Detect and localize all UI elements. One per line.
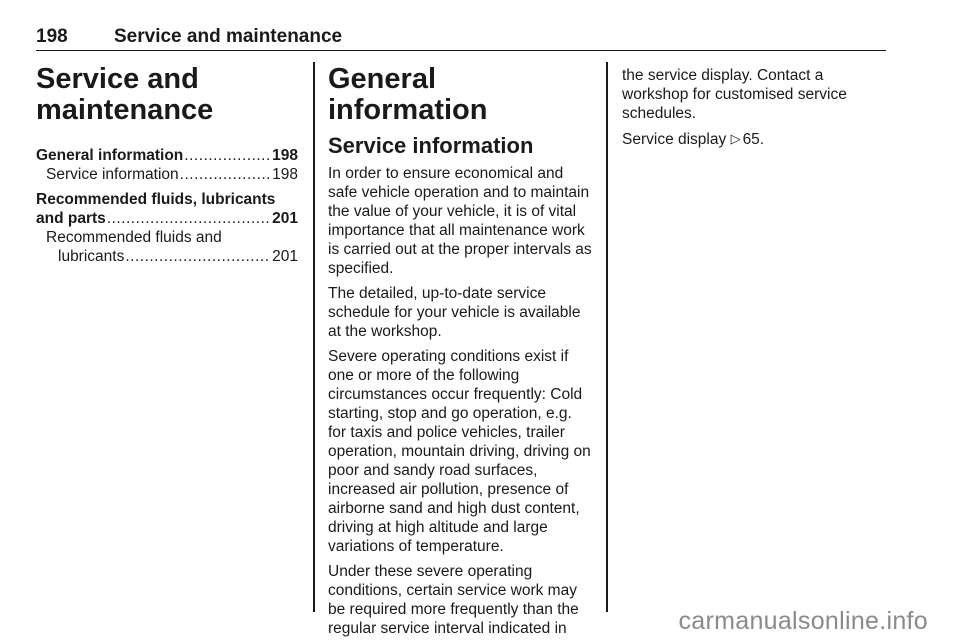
continuation-column — [622, 66, 887, 155]
subsection-title: Service information — [328, 133, 534, 158]
paragraph: Under these severe operating conditions, certain service work may be required more frequently than the regular service interval indicated in — [328, 563, 579, 637]
toc-entry-service-information[interactable]: Service information ..... 198 — [36, 165, 298, 184]
paragraph: The detailed, up-to-date service schedule for your vehicle is available at the workshop. — [328, 285, 581, 340]
column-divider — [313, 62, 315, 612]
toc-entry-general-information[interactable]: General information ..... 198 — [36, 146, 298, 165]
main-text-column — [328, 64, 593, 644]
page-number: 198 — [36, 26, 68, 47]
toc-leader — [125, 247, 271, 266]
running-title: Service and maintenance — [114, 26, 343, 47]
page-header — [36, 24, 886, 51]
toc-leader — [180, 165, 271, 184]
paragraph: In order to ensure economical and safe vehicle operation and to maintain the value of your vehicle, it is of vital importance that all maintenance work is carried out at the proper intervals as specified. — [328, 165, 592, 277]
toc-entry-recommended-fluids-lubricants-parts[interactable]: Recommended fluids, lubricants and parts ..... 201 — [36, 190, 298, 228]
toc-entry-recommended-fluids-lubricants[interactable]: Recommended fluids and lubricants ..... 201 — [36, 228, 298, 266]
toc-leader — [107, 209, 271, 228]
arrow-right-outline-icon: ▷ — [730, 131, 741, 146]
toc-leader — [184, 146, 271, 165]
xref-label: Service display — [622, 131, 727, 148]
watermark: carmanualsonline.info — [678, 607, 928, 635]
paragraph: the service display. Contact a workshop for customised service schedules. — [622, 67, 847, 122]
column-divider — [606, 62, 608, 612]
chapter-toc — [36, 64, 298, 266]
paragraph: Severe operating conditions exist if one or more of the following circumstances occur frequently: Cold starting, stop and go operation, e.g. for taxis and police vehicles, trailer operation, mountain driving, driving on poor and sandy road surfaces, increased air pollution, presence of airborne sand and high dust content, driving at high altitude and large variations of temperature. — [328, 348, 591, 555]
chapter-title: Service and maintenance — [36, 63, 214, 126]
section-title: General information — [328, 63, 488, 126]
xref-page: 65. — [742, 131, 765, 148]
cross-reference[interactable] — [622, 129, 887, 149]
